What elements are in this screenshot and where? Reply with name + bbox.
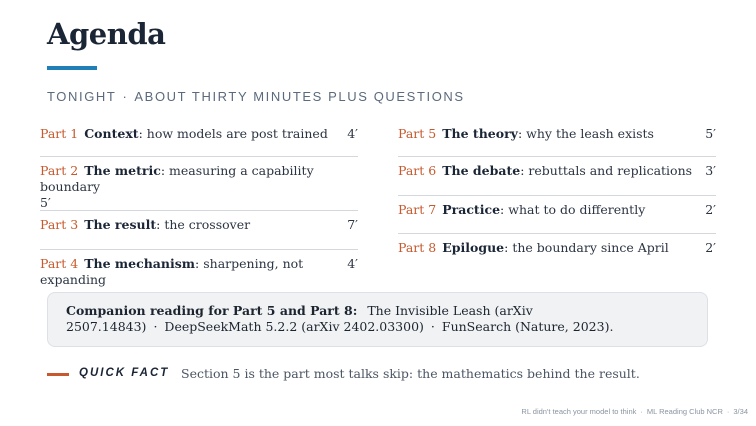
companion-separator: · bbox=[430, 319, 435, 334]
footer-separator: · bbox=[726, 407, 730, 416]
slide-subtitle bbox=[47, 89, 465, 104]
quick-fact-text: Section 5 is the part most talks skip: the mathematics behind the result. bbox=[181, 366, 640, 381]
subtitle-separator: · bbox=[122, 89, 129, 104]
subtitle-left: TONIGHT bbox=[47, 89, 117, 104]
agenda-duration: 2′ bbox=[705, 202, 716, 217]
agenda-item: Part 3 The result: the crossover 7′ bbox=[40, 211, 358, 250]
title-underline bbox=[47, 66, 97, 70]
agenda-part-desc: sharpening, not expanding bbox=[40, 256, 304, 287]
agenda-duration: 4′ bbox=[347, 256, 358, 271]
agenda-duration: 5′ bbox=[40, 195, 51, 210]
quick-fact-accent-line bbox=[47, 373, 69, 376]
agenda-item: Part 4 The mechanism: sharpening, not expanding 4′ bbox=[40, 256, 358, 287]
agenda-part-name: Context bbox=[84, 126, 139, 141]
subtitle-right: ABOUT THIRTY MINUTES PLUS QUESTIONS bbox=[134, 89, 465, 104]
agenda-item: Part 1 Context: how models are post trained 4′ bbox=[40, 120, 358, 157]
agenda-part-number: Part 2 bbox=[40, 163, 79, 178]
agenda-duration: 2′ bbox=[705, 240, 716, 255]
agenda-part-desc: the crossover bbox=[164, 217, 251, 232]
agenda-part-name: The debate bbox=[442, 163, 521, 178]
agenda-duration: 4′ bbox=[347, 126, 358, 141]
agenda-part-number: Part 7 bbox=[398, 202, 437, 217]
agenda-part-number: Part 8 bbox=[398, 240, 437, 255]
agenda-part-name: The mechanism bbox=[84, 256, 196, 271]
agenda-part-desc: what to do differently bbox=[508, 202, 646, 217]
agenda-part-number: Part 5 bbox=[398, 126, 437, 141]
companion-item: The Invisible Leash (arXiv 2507.14843) bbox=[66, 303, 533, 334]
agenda-part-number: Part 6 bbox=[398, 163, 437, 178]
agenda-item: Part 7 Practice: what to do differently 2′ bbox=[398, 196, 716, 234]
agenda-part-desc: the boundary since April bbox=[512, 240, 669, 255]
agenda-part-number: Part 4 bbox=[40, 256, 79, 271]
footer-talk-title: RL didn't teach your model to think bbox=[521, 407, 637, 416]
companion-separator: · bbox=[153, 319, 158, 334]
agenda-item: Part 6 The debate: rebuttals and replications 3′ bbox=[398, 157, 716, 196]
agenda-part-name: The metric bbox=[84, 163, 161, 178]
agenda-part-desc: how models are post trained bbox=[146, 126, 328, 141]
footer-page-number: 3/34 bbox=[733, 407, 748, 416]
agenda-duration: 7′ bbox=[347, 217, 358, 232]
agenda-item: Part 2 The metric: measuring a capability boundary 5′ bbox=[40, 157, 358, 211]
agenda-duration: 5′ bbox=[705, 126, 716, 141]
agenda-column-left bbox=[40, 120, 358, 287]
companion-lead: Companion reading for Part 5 and Part 8: bbox=[66, 303, 358, 318]
quick-fact-label: QUICK FACT bbox=[79, 367, 170, 379]
companion-reading-box bbox=[47, 292, 708, 347]
agenda-part-desc: why the leash exists bbox=[526, 126, 654, 141]
agenda-part-name: The theory bbox=[442, 126, 518, 141]
companion-item: DeepSeekMath 5.2.2 (arXiv 2402.03300) bbox=[164, 319, 424, 334]
agenda-part-name: The result bbox=[84, 217, 157, 232]
agenda-part-number: Part 1 bbox=[40, 126, 79, 141]
slide-footer bbox=[521, 407, 748, 416]
companion-item: FunSearch (Nature, 2023). bbox=[441, 319, 614, 334]
agenda-part-name: Practice bbox=[442, 202, 501, 217]
footer-separator: · bbox=[640, 407, 643, 416]
agenda-part-desc: measuring a capability boundary bbox=[40, 163, 314, 194]
slide-title: Agenda bbox=[47, 17, 166, 51]
agenda-item: Part 5 The theory: why the leash exists 5′ bbox=[398, 120, 716, 157]
agenda-part-number: Part 3 bbox=[40, 217, 79, 232]
agenda-duration: 3′ bbox=[705, 163, 716, 178]
agenda-part-name: Epilogue bbox=[442, 240, 505, 255]
agenda-column-right bbox=[398, 120, 716, 271]
agenda-part-desc: rebuttals and replications bbox=[528, 163, 693, 178]
agenda-item: Part 8 Epilogue: the boundary since April 2′ bbox=[398, 240, 716, 255]
footer-club: ML Reading Club NCR bbox=[646, 407, 723, 416]
